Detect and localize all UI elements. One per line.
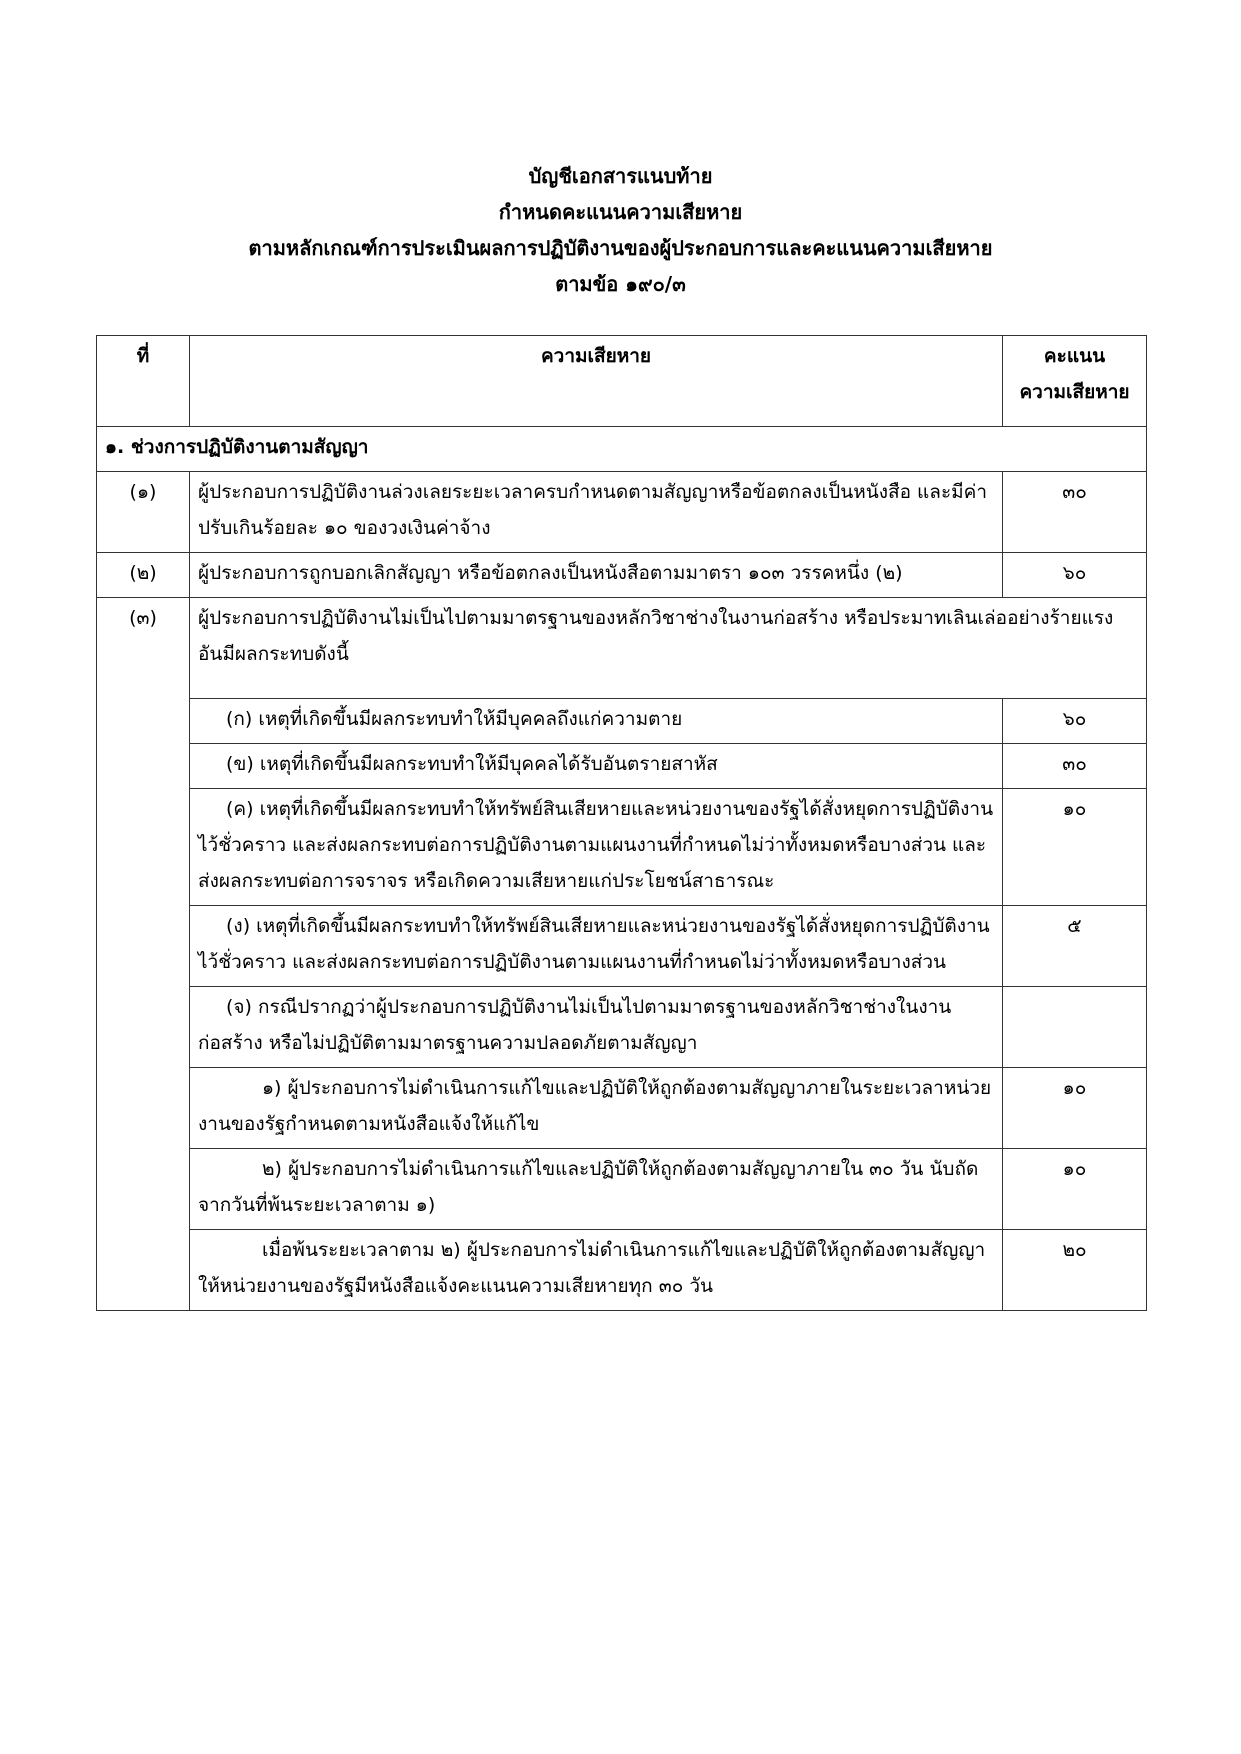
sub-row (97, 789, 1147, 906)
document-header (0, 158, 1241, 302)
row-score: ๓๐ (1003, 472, 1147, 553)
row-score: ๖๐ (1003, 553, 1147, 598)
row-description: ผู้ประกอบการปฏิบัติงานล่วงเลยระยะเวลาครบกำหนดตามสัญญาหรือข้อตกลงเป็นหนังสือ และมีค่าปรับเกินร้อยละ ๑๐ ของวงเงินค่าจ้าง (190, 472, 1003, 553)
sub-row (97, 1149, 1147, 1230)
header-clause: ตามข้อ ๑๙๐/๓ (555, 272, 686, 296)
sub-score: ๒๐ (1003, 1230, 1147, 1311)
sub-row (97, 987, 1147, 1068)
sub-row (97, 1230, 1147, 1311)
row-number: (๓) (97, 598, 190, 1311)
table-row (97, 598, 1147, 699)
column-header-score-line2: ความเสียหาย (1019, 381, 1130, 403)
sub-row (97, 744, 1147, 789)
sub-score: ๕ (1003, 906, 1147, 987)
sub-description: ๒) ผู้ประกอบการไม่ดำเนินการแก้ไขและปฏิบัติให้ถูกต้องตามสัญญาภายใน ๓๐ วัน นับถัดจากวันที่พ้นระยะเวลาตาม ๑) (190, 1149, 1003, 1230)
column-header-no: ที่ (97, 336, 190, 427)
header-criteria: ตามหลักเกณฑ์การประเมินผลการปฏิบัติงานของผู้ประกอบการและคะแนนความเสียหาย (248, 236, 993, 260)
section-row (97, 427, 1147, 472)
header-subtitle: กำหนดคะแนนความเสียหาย (498, 200, 743, 224)
header-title: บัญชีเอกสารแนบท้าย (528, 164, 713, 188)
column-header-damage: ความเสียหาย (190, 336, 1003, 427)
table-row (97, 553, 1147, 598)
sub-description: (ค) เหตุที่เกิดขึ้นมีผลกระทบทำให้ทรัพย์สินเสียหายและหน่วยงานของรัฐได้สั่งหยุดการปฏิบัติงานไว้ชั่วคราว และส่งผลกระทบต่อการปฏิบัติงานตามแผนงานที่กำหนดไม่ว่าทั้งหมดหรือบางส่วน และส่งผลกระทบต่อการจราจร หรือเกิดความเสียหายแก่ประโยชน์สาธารณะ (190, 789, 1003, 906)
sub-score: ๑๐ (1003, 1068, 1147, 1149)
row-number: (๑) (97, 472, 190, 553)
column-header-score-line1: คะแนน (1043, 345, 1106, 367)
sub-score: ๑๐ (1003, 789, 1147, 906)
damage-score-table (96, 335, 1147, 1311)
sub-score: ๖๐ (1003, 699, 1147, 744)
sub-row (97, 1068, 1147, 1149)
table-row (97, 472, 1147, 553)
sub-description: เมื่อพ้นระยะเวลาตาม ๒) ผู้ประกอบการไม่ดำเนินการแก้ไขและปฏิบัติให้ถูกต้องตามสัญญา ให้หน่วยงานของรัฐมีหนังสือแจ้งคะแนนความเสียหายทุก ๓๐ วัน (190, 1230, 1003, 1311)
sub-score: ๑๐ (1003, 1149, 1147, 1230)
sub-description: (ง) เหตุที่เกิดขึ้นมีผลกระทบทำให้ทรัพย์สินเสียหายและหน่วยงานของรัฐได้สั่งหยุดการปฏิบัติงานไว้ชั่วคราว และส่งผลกระทบต่อการปฏิบัติงานตามแผนงานที่กำหนดไม่ว่าทั้งหมดหรือบางส่วน (190, 906, 1003, 987)
row-description: ผู้ประกอบการปฏิบัติงานไม่เป็นไปตามมาตรฐานของหลักวิชาช่างในงานก่อสร้าง หรือประมาทเลินเล่ออย่างร้ายแรง อันมีผลกระทบดังนี้ (190, 598, 1147, 699)
sub-description: ๑) ผู้ประกอบการไม่ดำเนินการแก้ไขและปฏิบัติให้ถูกต้องตามสัญญาภายในระยะเวลาหน่วยงานของรัฐกำหนดตามหนังสือแจ้งให้แก้ไข (190, 1068, 1003, 1149)
sub-description: (ก) เหตุที่เกิดขึ้นมีผลกระทบทำให้มีบุคคลถึงแก่ความตาย (190, 699, 1003, 744)
row-description: ผู้ประกอบการถูกบอกเลิกสัญญา หรือข้อตกลงเป็นหนังสือตามมาตรา ๑๐๓ วรรคหนึ่ง (๒) (190, 553, 1003, 598)
column-header-score (1003, 336, 1147, 427)
sub-description: (จ) กรณีปรากฏว่าผู้ประกอบการปฏิบัติงานไม่เป็นไปตามมาตรฐานของหลักวิชาช่างในงานก่อสร้าง หรือไม่ปฏิบัติตามมาตรฐานความปลอดภัยตามสัญญา (190, 987, 1003, 1068)
section-title: ๑. ช่วงการปฏิบัติงานตามสัญญา (97, 427, 1147, 472)
sub-score (1003, 987, 1147, 1068)
sub-row (97, 906, 1147, 987)
sub-row (97, 699, 1147, 744)
row-number: (๒) (97, 553, 190, 598)
sub-score: ๓๐ (1003, 744, 1147, 789)
sub-description: (ข) เหตุที่เกิดขึ้นมีผลกระทบทำให้มีบุคคลได้รับอันตรายสาหัส (190, 744, 1003, 789)
table-header-row (97, 336, 1147, 427)
